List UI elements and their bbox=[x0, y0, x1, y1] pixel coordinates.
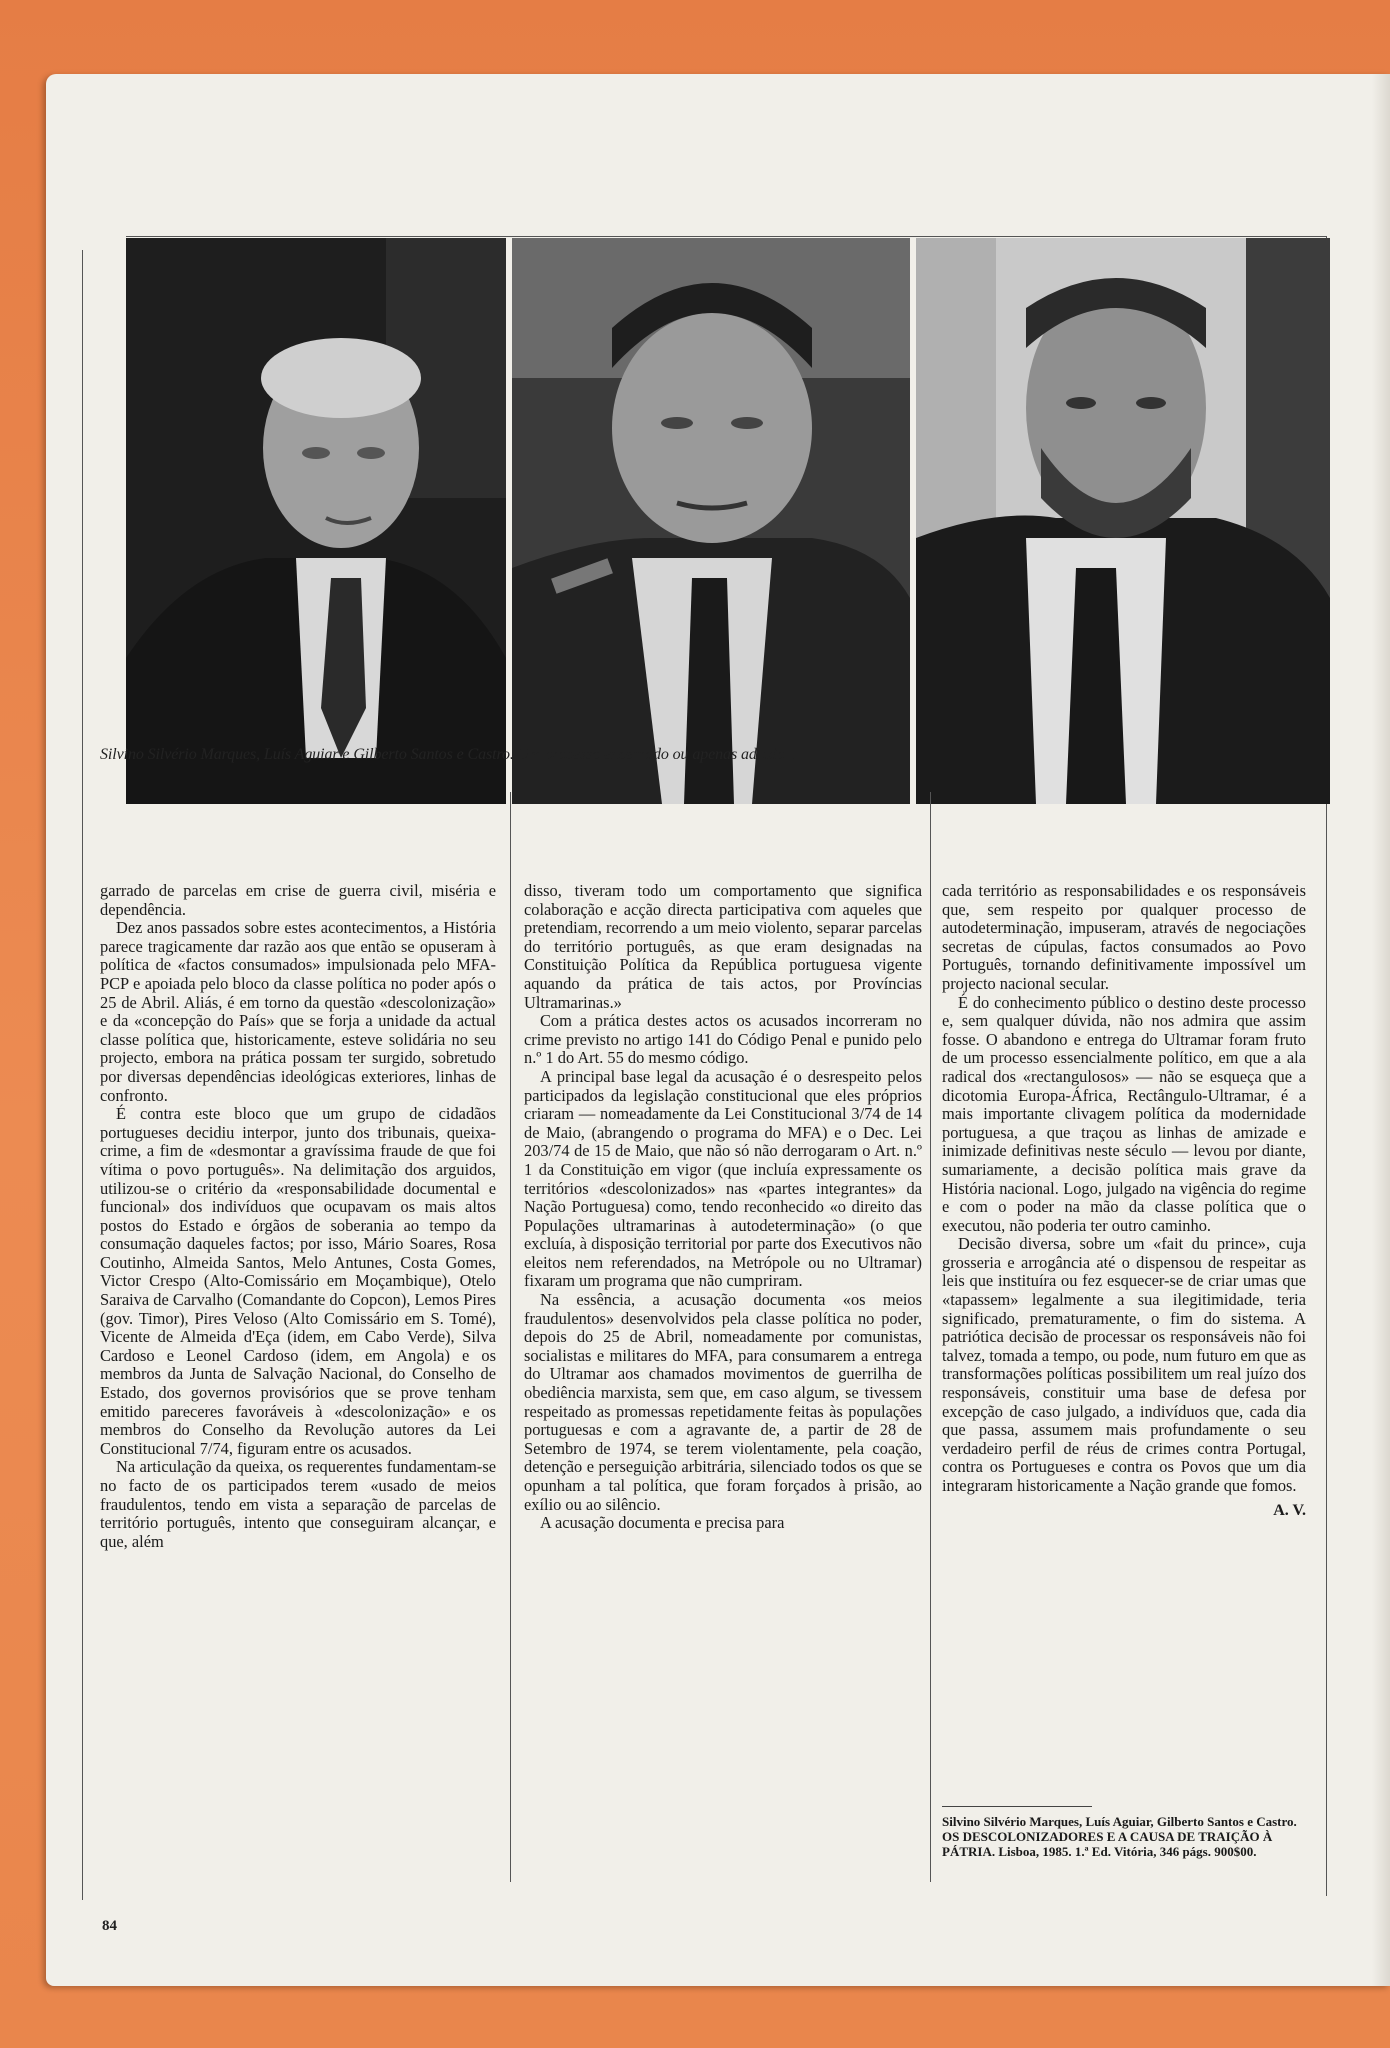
paragraph: É contra este bloco que um grupo de cidadãos portugueses decidiu interpor, junto dos tribunais, queixa-crime, a fim de «desmontar a gravíssima fraude de que foi vítima o povo português». Na delimitação dos arguidos, utilizou-se o critério da «responsabilidade documental e funcional» dos indivíduos que ocupavam os mais altos postos do Estado e órgãos de soberania ao tempo da consumação daqueles factos; por isso, Mário Soares, Rosa Coutinho, Almeida Santos, Melo Antunes, Costa Gomes, Victor Crespo (Alto-Comissário em Moçambique), Otelo Saraiva de Carvalho (Comandante do Copcon), Lemos Pires (gov. Timor), Pires Veloso (Alto Comissário em S. Tomé), Vicente de Almeida d'Eça (idem, em Cabo Verde), Silva Cardoso e Leonel Cardoso (idem, em Angola) e os membros da Junta de Salvação Nacional, do Conselho de Estado, dos governos provisórios que se prove tenham emitido pareceres favoráveis à «descolonização» e os membros do Conselho da Revolução autores da Lei Constitucional 7/74, figuram entre os acusados. bbox=[100, 1104, 497, 1458]
bibliography-note: Silvino Silvério Marques, Luís Aguiar, Gilberto Santos e Castro. OS DESCOLONIZADORES E A CAUSA DE TRAIÇÃO À PÁTRIA. Lisboa, 1985. 1.ª Ed. Vitória, 346 págs. 900$00. bbox=[942, 1814, 1297, 1859]
column-rule-2 bbox=[930, 792, 931, 1882]
text-column-1 bbox=[100, 882, 496, 1551]
column-rule-1 bbox=[510, 792, 511, 1882]
text-column-3 bbox=[942, 882, 1306, 1520]
paragraph: Decisão diversa, sobre um «fait du prince», cuja grosseria e arrogância até o dispensou de respeitar as leis que instituíra ou fez esquecer-se de criar umas que «tapassem» legalmente a sua ilegitimidade, teria significado, prematuramente, o fim do sistema. A patriótica decisão de processar os responsáveis não foi talvez, tomada a tempo, ou pode, num futuro em que as transformações políticas possibilitem um real juízo dos responsáveis, constituir uma base de defesa por excepção de caso julgado, a indivíduos que, cada dia que passa, assumem mais profundamente o seu verdadeiro perfil de réus de crimes contra Portugal, contra os Portugueses e contra os Povos que um dia integraram historicamente a Nação grande que fomos. bbox=[942, 1234, 1306, 1495]
page-number: 84 bbox=[102, 1918, 117, 1934]
paragraph: Na essência, a acusação documenta «os meios fraudulentos» desenvolvidos pela classe política no poder, depois do 25 de Abril, nomeadamente por comunistas, socialistas e militares do MFA, para consumarem a entrega do Ultramar aos chamados movimentos de guerrilha de obediência marxista, sem que, em caso algum, se tivessem respeitado as promessas repetidamente feitas às populações portuguesas e com a agravante de, a partir de 28 de Setembro de 1974, se terem violentamente, pela coação, detenção e perseguição arbitrária, silenciado todos os que se opunham a tal política, que foram forçados à prisão, ao exílio ou ao silêncio. bbox=[524, 1290, 922, 1514]
portrait-photo-3 bbox=[916, 238, 1330, 804]
photo-caption: Silvino Silvério Marques, Luís Aguiar e Gilberto Santos e Castro. Um processo encerrado ou apenas adiado... bbox=[100, 746, 797, 763]
portrait-photo-2 bbox=[512, 238, 910, 804]
paragraph: É do conhecimento público o destino deste processo e, sem qualquer dúvida, não nos admira que assim fosse. O abandono e entrega do Ultramar foram fruto de um processo essencialmente político, em que a ala radical dos «rectangulosos» — não se esqueça que a dicotomia Europa-África, Rectângulo-Ultramar, é a mais importante clivagem política da modernidade portuguesa, a que traçou as linhas de amizade e inimizade definitivas neste século — levou por diante, sumariamente, a decisão política mais grave da História nacional. Logo, julgado na vigência do regime e com o poder na mão da classe política que o executou, não poderia ter outro caminho. bbox=[942, 992, 1306, 1235]
paragraph: Com a prática destes actos os acusados incorreram no crime previsto no artigo 141 do Código Penal e punido pelo n.º 1 do Art. 55 do mesmo código. bbox=[524, 1011, 922, 1068]
paragraph: A acusação documenta e precisa para bbox=[540, 1513, 785, 1533]
paragraph: A principal base legal da acusação é o desrespeito pelos participados da legislação constitucional que eles próprios criaram — nomeadamente da Lei Constitucional 3/74 de 14 de Maio, (abrangendo o programa do MFA) e o Dec. Lei 203/74 de 15 de Maio, que não só não derrogaram o Art. n.º 1 da Constituição em vigor (que incluía expressamente os territórios «descolonizados» nas «partes integrantes» da Nação Portuguesa) como, tendo reconhecido «o direito das Populações ultramarinas à autodeterminação» (o que excluía, à disposição territorial por parte dos Executivos não eleitos nem referendados, na Metrópole ou no Ultramar) fixaram um programa que não cumpriram. bbox=[524, 1066, 922, 1291]
photo-top-rule bbox=[126, 236, 1326, 237]
frame-rule-left bbox=[82, 250, 83, 1900]
paragraph: Na articulação da queixa, os requerentes fundamentam-se no facto de os participados terem «usado de meios fraudulentos, tendo em vista a separação de parcelas de território português, intento que conseguiram alcançar, e que, além bbox=[100, 1457, 496, 1551]
paragraph: disso, tiveram todo um comportamento que significa colaboração e acção directa participativa com aqueles que pretendiam, recorrendo a um meio violento, separar parcelas do território português, as que eram designadas na Constituição Política da República portuguesa vigente aquando da prática de tais actos, por Províncias Ultramarinas.» bbox=[524, 881, 922, 1012]
paragraph: Dez anos passados sobre estes acontecimentos, a História parece tragicamente dar razão aos que então se opuseram à política de «factos consumados» impulsionada pelo MFA-PCP e apoiada pelo bloco da classe política no poder após o 25 de Abril. Aliás, é em torno da questão «descolonização» e da «concepção do País» que se forja a unidade da actual classe política que, historicamente, esteve solidária no seu projecto, embora na prática possam ter surgido, sobretudo por diversas dependências ideológicas exteriores, linhas de confronto. bbox=[100, 918, 496, 1105]
bibliography-rule bbox=[942, 1806, 1092, 1807]
paragraph: cada território as responsabilidades e os responsáveis que, sem respeito por qualquer processo de autodeterminação, impuseram, através de negociações secretas de cúpulas, factos consumados ao Povo Português, tornando definitivamente impossível um projecto nacional secular. bbox=[942, 881, 1306, 993]
page-edge bbox=[1372, 74, 1390, 1986]
author-signature: A. V. bbox=[1273, 1501, 1306, 1519]
text-column-2 bbox=[524, 882, 922, 1533]
paragraph: garrado de parcelas em crise de guerra civil, miséria e dependência. bbox=[100, 881, 496, 919]
portrait-photo-1 bbox=[126, 238, 506, 804]
photo-strip bbox=[126, 238, 1330, 804]
